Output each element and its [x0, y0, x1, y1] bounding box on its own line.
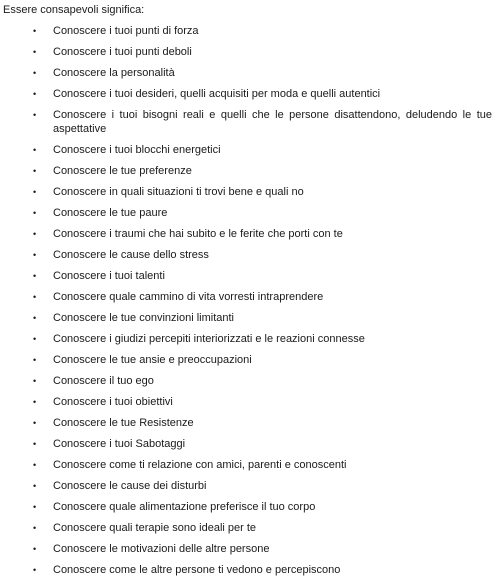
- list-item: [0, 185, 502, 199]
- list-item: [0, 521, 502, 535]
- bullet-icon: •: [33, 376, 37, 386]
- list-item-text: Conoscere quali terapie sono ideali per te: [53, 522, 257, 534]
- bullet-icon: •: [33, 460, 37, 470]
- bullet-icon: •: [33, 334, 37, 344]
- list-item-text: Conoscere i tuoi Sabotaggi: [53, 438, 186, 450]
- bullet-icon: •: [33, 292, 37, 302]
- bullet-icon: •: [33, 313, 37, 323]
- list-item: [0, 458, 502, 472]
- list-item-text: Conoscere i traumi che hai subito e le ferite che porti con te: [53, 228, 343, 240]
- bullet-icon: •: [33, 89, 37, 99]
- bullet-icon: •: [33, 229, 37, 239]
- list-item: [0, 87, 502, 101]
- bullet-icon: •: [33, 523, 37, 533]
- intro-text: Essere consapevoli significa:: [3, 4, 145, 16]
- list-item-text: Conoscere le tue convinzioni limitanti: [53, 312, 234, 324]
- bullet-icon: •: [33, 481, 37, 491]
- list-item-text: Conoscere il tuo ego: [53, 375, 154, 387]
- list-item-text: Conoscere come le altre persone ti vedono e percepiscono: [53, 564, 341, 576]
- list-item-text: Conoscere i tuoi punti deboli: [53, 46, 192, 58]
- list-item-text: Conoscere quale alimentazione preferisce il tuo corpo: [53, 501, 316, 513]
- bullet-icon: •: [33, 418, 37, 428]
- bullet-icon: •: [33, 271, 37, 281]
- bullet-icon: •: [33, 355, 37, 365]
- list-item-text: Conoscere le tue paure: [53, 207, 168, 219]
- list-item-text: Conoscere le tue Resistenze: [53, 417, 194, 429]
- list-item: [0, 395, 502, 409]
- list-item: [0, 45, 502, 59]
- bullet-icon: •: [33, 68, 37, 78]
- list-item-text: Conoscere le cause dello stress: [53, 249, 209, 261]
- bullet-icon: •: [33, 145, 37, 155]
- list-item-text: Conoscere come ti relazione con amici, parenti e conoscenti: [53, 459, 347, 471]
- list-item: [0, 374, 502, 388]
- bullet-icon: •: [33, 502, 37, 512]
- list-item-text: Conoscere i tuoi talenti: [53, 270, 165, 282]
- list-item-text: Conoscere in quali situazioni ti trovi bene e quali no: [53, 186, 304, 198]
- list-item-text: Conoscere le tue preferenze: [53, 165, 192, 177]
- list-item: [0, 479, 502, 493]
- bullet-icon: •: [33, 250, 37, 260]
- list-item: [0, 24, 502, 38]
- list-item: [0, 164, 502, 178]
- list-item: [0, 500, 502, 514]
- list-item-text: Conoscere le cause dei disturbi: [53, 480, 207, 492]
- list-item: [0, 332, 502, 346]
- list-item-text: Conoscere quale cammino di vita vorresti intraprendere: [53, 291, 324, 303]
- bullet-icon: •: [33, 565, 37, 575]
- bullet-icon: •: [33, 439, 37, 449]
- list-item: [0, 227, 502, 241]
- list-item-text: Conoscere i tuoi blocchi energetici: [53, 144, 221, 156]
- list-item: [0, 108, 502, 136]
- list-item-text: Conoscere i tuoi desideri, quelli acquisiti per moda e quelli autentici: [53, 88, 381, 100]
- bullet-icon: •: [33, 544, 37, 554]
- list-item-text: Conoscere le motivazioni delle altre persone: [53, 543, 270, 555]
- list-item-text: Conoscere i tuoi obiettivi: [53, 396, 173, 408]
- bullet-icon: •: [33, 397, 37, 407]
- list-item: [0, 437, 502, 451]
- list-item: [0, 269, 502, 283]
- bullet-icon: •: [33, 166, 37, 176]
- list-item: [0, 416, 502, 430]
- list-item-text: Conoscere i giudizi percepiti interiorizzati e le reazioni connesse: [53, 333, 365, 345]
- list-item: [0, 290, 502, 304]
- list-item: [0, 563, 502, 577]
- list-item: [0, 206, 502, 220]
- list-item: [0, 66, 502, 80]
- bullet-icon: •: [33, 47, 37, 57]
- list-item-text: Conoscere le tue ansie e preoccupazioni: [53, 354, 252, 366]
- list-item: [0, 353, 502, 367]
- bullet-icon: •: [33, 208, 37, 218]
- list-item-text: Conoscere i tuoi bisogni reali e quelli che le persone disattendono, deludendo le tue aspettative: [53, 109, 492, 135]
- list-item: [0, 143, 502, 157]
- list-item: [0, 311, 502, 325]
- list-item: [0, 248, 502, 262]
- list-item-text: Conoscere i tuoi punti di forza: [53, 25, 199, 37]
- list-item-text: Conoscere la personalità: [53, 67, 175, 79]
- bullet-icon: •: [33, 26, 37, 36]
- bullet-icon: •: [33, 187, 37, 197]
- bullet-icon: •: [33, 110, 37, 120]
- bullet-list: [0, 24, 502, 584]
- list-item: [0, 542, 502, 556]
